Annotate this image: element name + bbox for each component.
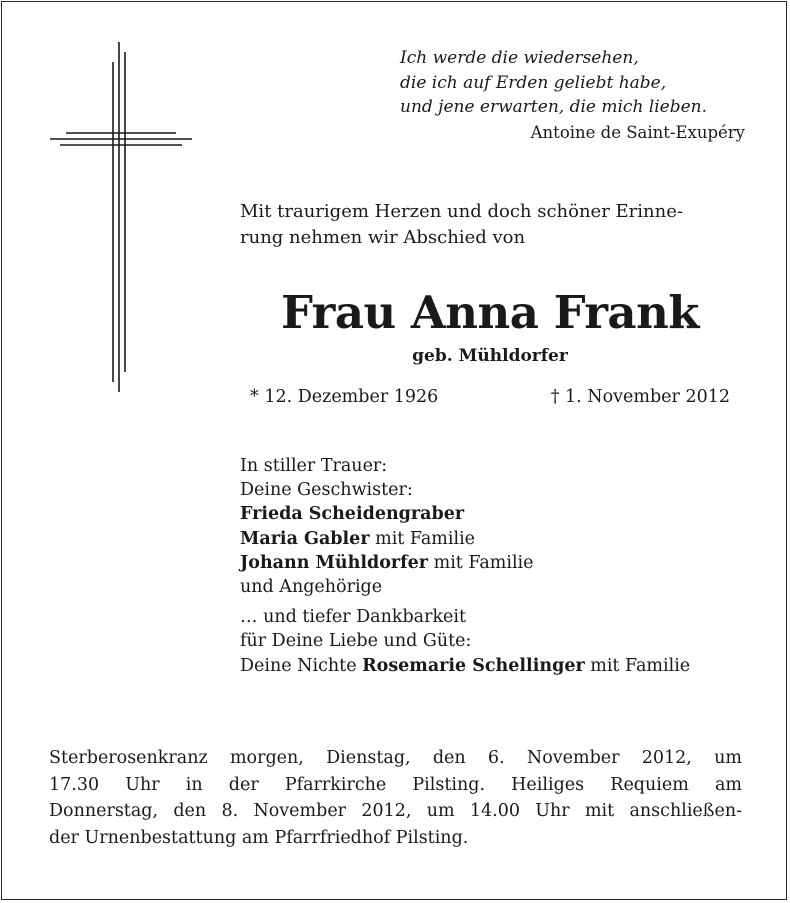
quote-author: Antoine de Saint-Exupéry xyxy=(530,122,745,142)
service-line: Donnerstag, den 8. November 2012, um 14.00 Uhr mit anschließen- xyxy=(49,801,742,821)
mourner-row xyxy=(240,551,760,575)
birth-date: * 12. Dezember 1926 xyxy=(250,387,439,407)
service-line: Sterberosenkranz morgen, Dienstag, den 6. November 2012, um xyxy=(49,748,742,768)
mourner-name: Frieda Scheidengraber xyxy=(240,504,465,525)
cross-icon xyxy=(48,42,194,394)
maiden-name: geb. Mühldorfer xyxy=(412,346,568,366)
quote-line: die ich auf Erden geliebt habe, xyxy=(400,72,667,93)
mourners-block xyxy=(240,454,760,678)
deceased-name: Frau Anna Frank xyxy=(280,286,699,339)
mourner-suffix: mit Familie xyxy=(369,528,476,549)
intro-line: Mit traurigem Herzen und doch schöner Erinne- xyxy=(240,201,683,222)
mourner-suffix: mit Familie xyxy=(584,655,691,676)
mourners-line: Deine Geschwister: xyxy=(240,480,413,501)
service-line: der Urnenbestattung am Pfarrfriedhof Pilsting. xyxy=(49,827,469,848)
service-line: 17.30 Uhr in der Pfarrkirche Pilsting. Heiliges Requiem am xyxy=(49,774,742,795)
death-date: † 1. November 2012 xyxy=(550,387,730,407)
intro-line: rung nehmen wir Abschied von xyxy=(240,227,526,248)
quote-line: Ich werde die wiedersehen, xyxy=(400,48,639,68)
mourner-row xyxy=(240,502,760,526)
mourner-name: Johann Mühldorfer xyxy=(240,552,429,573)
mourners-line: In stiller Trauer: xyxy=(240,456,388,476)
mourner-prefix: Deine Nichte xyxy=(240,655,363,676)
service-details xyxy=(49,745,742,851)
mourners-line: … und tiefer Dankbarkeit xyxy=(240,607,467,628)
mourner-name: Maria Gabler xyxy=(240,528,370,549)
mourner-suffix: mit Familie xyxy=(428,552,534,573)
mourner-row xyxy=(240,654,760,678)
mourners-line: für Deine Liebe und Güte: xyxy=(240,631,472,652)
intro-text xyxy=(240,199,745,251)
mourner-name: Rosemarie Schellinger xyxy=(362,655,585,676)
quote-line: und jene erwarten, die mich lieben. xyxy=(400,97,708,117)
mourner-row xyxy=(240,527,760,551)
quote-block xyxy=(400,46,745,145)
mourners-line: und Angehörige xyxy=(240,577,383,598)
